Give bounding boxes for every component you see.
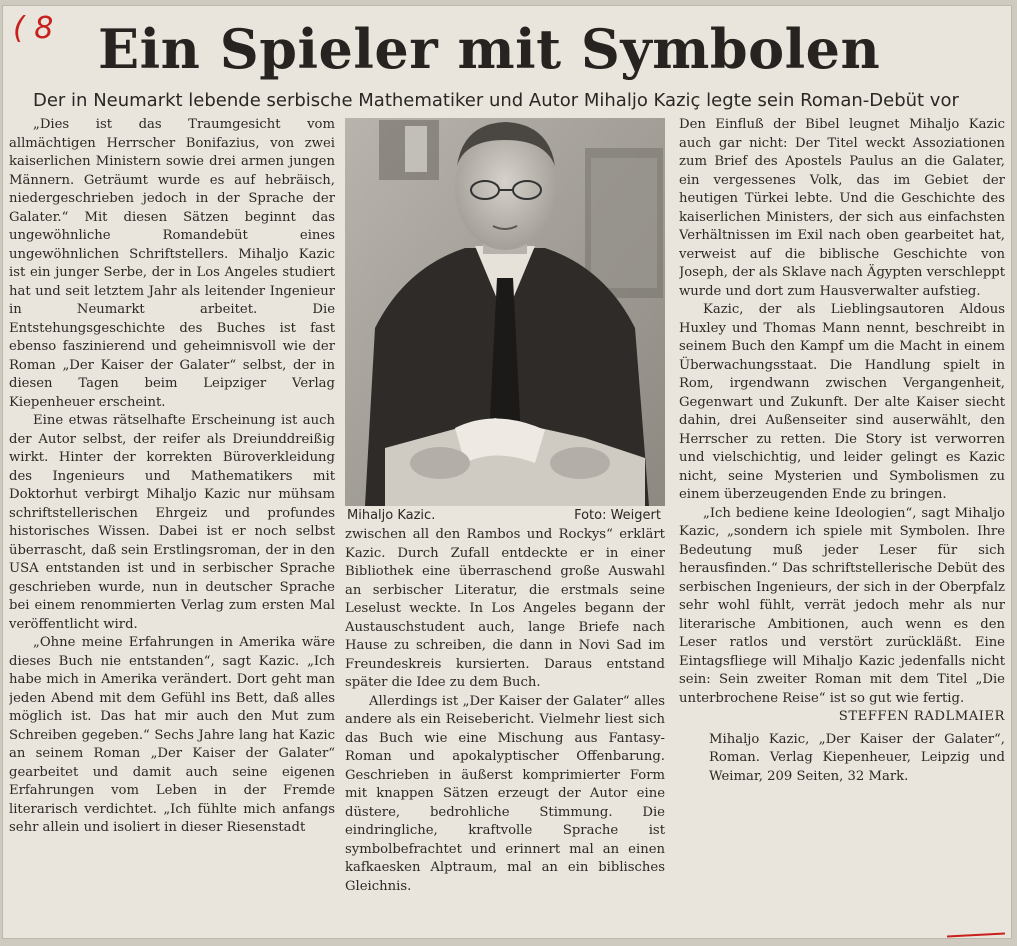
author-line [679, 708, 1005, 727]
text-column-2 [345, 526, 665, 926]
article-headline: Ein Spieler mit Symbolen [98, 17, 881, 81]
article-subheadline: Der in Neumarkt lebende serbische Mathematiker und Autor Mihaljo Kaziç legte sein Roman-Debüt vor [33, 90, 959, 111]
portrait-image [345, 118, 665, 506]
author-photo [345, 118, 665, 506]
paragraph: „Ich bediene keine Ideologien“, sagt Mihaljo Kazic, „sondern ich spiele mit Symbolen. Ihre Bedeutung muß jeder Leser für sich herausfinden.“ Das schriftstellerische Debüt des serbischen Ingenieurs, der sich in der Oberpfalz sehr wohl fühlt, verrät jedoch mehr als nur literarische Ambitionen, auch wenn es den Leser ratlos und verstört zurückläßt. Eine Eintagsfliege will Mihaljo Kazic jedenfalls nicht sein: Sein zweiter Roman mit dem Titel „Die unterbrochene Reise“ ist so gut wie fertig. [679, 505, 1005, 706]
text-column-3 [679, 116, 1005, 928]
caption-name: Mihaljo Kazic. [347, 508, 436, 523]
photo-credit: Foto: Weigert [574, 508, 661, 523]
text-column-1 [9, 116, 335, 928]
handwritten-underline [947, 932, 1005, 937]
author-byline: STEFFEN RADLMAIER [838, 709, 1005, 724]
handwritten-page-mark: ( 8 [13, 11, 54, 46]
paragraph: „Ohne meine Erfahrungen in Amerika wäre dieses Buch nie entstanden“, sagt Kazic. „Ich habe mich in Amerika verändert. Dort geht man jeden Abend mit dem Gefühl ins Bett, daß alles möglich ist. Das hat mir auch den Mut zum Schreiben gegeben.“ Sechs Jahre lang hat Kazic an seinem Roman „Der Kaiser der Galater“ gearbeitet und damit auch seine eigenen Erfahrungen vom Leben in der Fremde literarisch verdichtet. „Ich fühlte mich anfangs sehr allein und isoliert in dieser Riesenstadt [9, 635, 335, 835]
paragraph: „Dies ist das Traumgesicht vom allmächtigen Herrscher Bonifazius, von zwei kaiserlichen Ministern sowie drei armen jungen Männern. Geträumt wurde es auf hebräisch, niedergeschrieben jedoch in der Sprache der Galater.“ Mit diesen Sätzen beginnt das ungewöhnliche Romandebüt eines ungewöhnlichen Schriftstellers. Mihaljo Kazic ist ein junger Serbe, der in Los Angeles studiert hat und seit letztem Jahr als leitender Ingenieur in Neumarkt arbeitet. Die Entstehungsgeschichte des Buches ist fast ebenso faszinierend und geheimnisvoll wie der Roman „Der Kaiser der Galater“ selbst, der in diesen Tagen beim Leipziger Verlag Kiepenheuer erscheint. [9, 117, 335, 410]
paragraph: Allerdings ist „Der Kaiser der Galater“ alles andere als ein Reisebericht. Vielmehr liest sich das Buch wie eine Mischung aus Fantasy-Roman und apokalyptischer Offenbarung. Geschrieben in äußerst komprimierter Form mit knappen Sätzen erzeugt der Autor eine düstere, bedrohliche Stimmung. Die eindringliche, kraftvolle Sprache ist symbolbefrachtet und erinnert mal an einen kafkaesken Alptraum, mal an ein biblisches Gleichnis. [345, 693, 665, 894]
book-reference: Mihaljo Kazic, „Der Kaiser der Galater“, Roman. Verlag Kiepenheuer, Leipzig und Weimar, 209 Seiten, 32 Mark. [709, 731, 1005, 784]
paragraph: Kazic, der als Lieblingsautoren Aldous Huxley und Thomas Mann nennt, beschreibt in seinem Buch den Kampf um die Macht in einem Überwachungsstaat. Die Handlung spielt in Rom, irgendwann zwischen Vergangenheit, Gegenwart und Zukunft. Der alte Kaiser siecht dahin, drei Außenseiter sind auserwählt, den Herrscher zu retten. Die Story ist verworren und vielschichtig, und leider gelingt es Kazic nicht, seine Mysterien und Symbolismen zu einem überzeugenden Ende zu bringen. [679, 302, 1005, 502]
paragraph: Den Einfluß der Bibel leugnet Mihaljo Kazic auch gar nicht: Der Titel weckt Assoziationen zum Brief des Apostels Paulus an die Galater, ein vergessenes Volk, das im Gebiet der heutigen Türkei lebte. Und die Geschichte des kaiserlichen Ministers, der sich aus einfachsten Verhältnissen im Exil nach oben gearbeitet hat, verweist auf die biblische Geschichte von Joseph, der als Sklave nach Ägypten verschleppt wurde und dort zum Hausverwalter aufstieg. [679, 117, 1005, 299]
newspaper-clipping [3, 6, 1011, 938]
photo-caption [345, 506, 665, 526]
paragraph: zwischen all den Rambos und Rockys“ erklärt Kazic. Durch Zufall entdeckte er in einer Bibliothek eine überraschend große Auswahl an serbischer Literatur, die erstmals seine Leselust weckte. In Los Angeles begann der Austauschstudent auch, lange Briefe nach Hause zu schreiben, die dann in Novi Sad im Freundeskreis kursierten. Daraus entstand später die Idee zu dem Buch. [345, 527, 665, 690]
paragraph: Eine etwas rätselhafte Erscheinung ist auch der Autor selbst, der reifer als Dreiunddreißig wirkt. Hinter der korrekten Büroverkleidung des Ingenieurs und Mathematikers mit Doktorhut verbirgt Mihaljo Kazic nur mühsam schriftstellerischen Ehrgeiz und profundes historisches Wissen. Dabei ist er noch selbst überrascht, daß sein Erstlingsroman, der in den USA entstanden ist und in serbischer Sprache geschrieben wurde, nun in deutscher Sprache bei einem renommierten Verlag zum ersten Mal veröffentlicht wird. [9, 413, 335, 632]
